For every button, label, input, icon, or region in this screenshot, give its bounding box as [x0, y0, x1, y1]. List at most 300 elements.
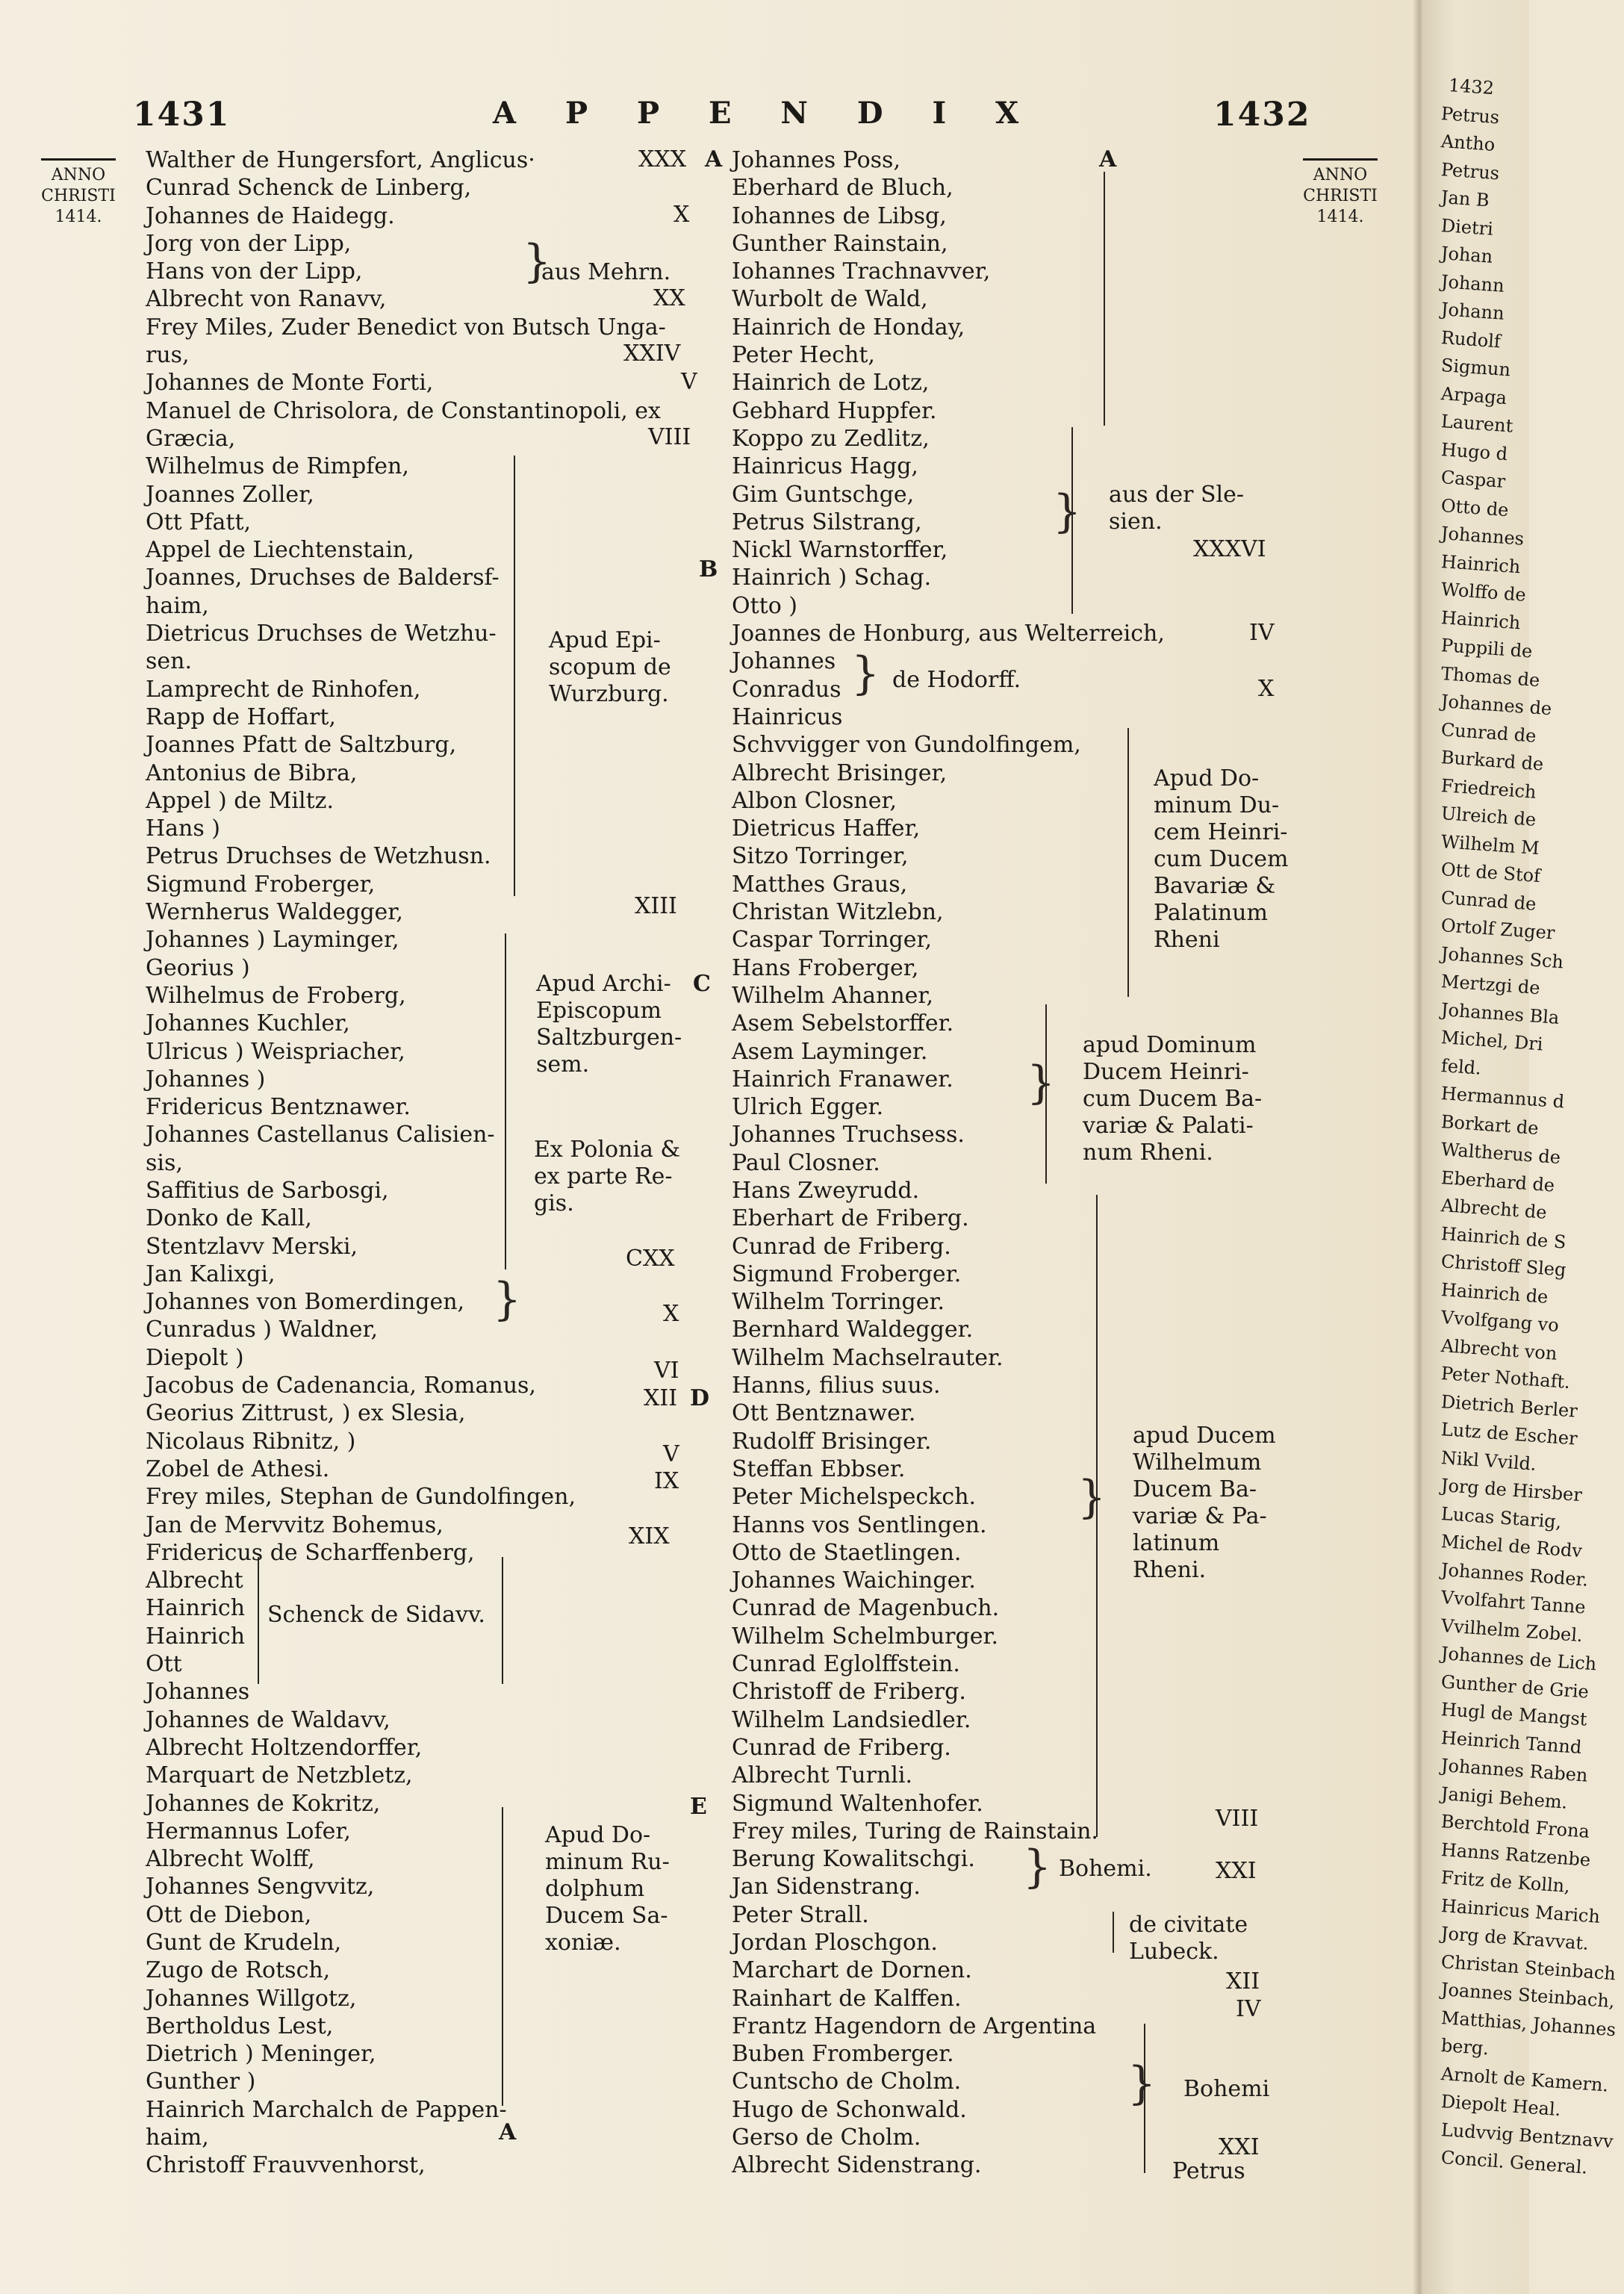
bracket-saxonia	[502, 1807, 503, 2106]
left-number: V	[681, 369, 697, 395]
adjacent-page-line: Gunther de Grie	[1440, 1670, 1590, 1703]
list-item: Fridericus Bentznawer.	[146, 1094, 411, 1121]
list-item: Paul Closner.	[732, 1149, 880, 1176]
left-number: XXIV	[623, 341, 681, 367]
christi-label: CHRISTI	[1303, 187, 1378, 205]
list-item: Georius Zittrust, ) ex Slesia,	[146, 1400, 466, 1427]
annotation-line: Episcopum	[536, 998, 662, 1024]
list-item: Jan Sidenstrang.	[732, 1874, 921, 1900]
list-item: Hans )	[146, 815, 221, 842]
adjacent-page-line: Dietrich Berler	[1440, 1390, 1578, 1422]
list-item: Johannes ) Layminger,	[146, 927, 399, 954]
adjacent-page-line: Vvilhelm Zobel.	[1440, 1614, 1584, 1646]
list-item: sen.	[146, 648, 193, 675]
list-item: Joannes de Honburg, aus Welterreich,	[732, 621, 1165, 647]
bracket-bavariae-1	[1127, 728, 1129, 997]
annotation-bavariae-dominum	[1083, 1032, 1262, 1166]
adjacent-page-line: Heinrich Tannd	[1440, 1726, 1583, 1758]
list-item: Cunrad Schenck de Linberg,	[146, 175, 472, 202]
list-item: Johannes Truchsess.	[732, 1122, 965, 1148]
list-item: Hanns vos Sentlingen.	[732, 1511, 987, 1538]
list-item: Albrecht Wolff,	[146, 1846, 315, 1873]
list-item: Johannes Castellanus Calisien-	[146, 1122, 495, 1148]
adjacent-page-line: Sigmun	[1440, 355, 1511, 381]
list-item: Berung Kowalitschgi.	[732, 1846, 975, 1873]
list-item: Wernherus Waldegger,	[146, 899, 403, 926]
center-mark: D	[690, 1385, 710, 1411]
list-item: Hugo de Schonwald.	[732, 2096, 967, 2123]
list-item: Petrus Silstrang,	[732, 509, 922, 535]
list-item: Johannes Willgotz,	[146, 1985, 357, 2012]
list-item: Rainhart de Kalffen.	[732, 1985, 962, 2012]
list-item: Wilhelm Landsiedler.	[732, 1706, 971, 1733]
adjacent-page-line: Petrus	[1440, 158, 1500, 184]
list-item: Cunradus ) Waldner,	[146, 1317, 379, 1343]
annotation-line: apud Dominum	[1083, 1032, 1257, 1058]
list-item: Gim Guntschge,	[732, 481, 915, 508]
adjacent-page-line: berg.	[1440, 2035, 1490, 2060]
annotation-line: Rheni.	[1133, 1557, 1207, 1583]
adjacent-page-line: Jorg de Hirsber	[1440, 1475, 1583, 1506]
adjacent-page-line: Ott de Stof	[1440, 859, 1541, 887]
annotation-wurzburg	[549, 627, 671, 708]
annotation-line: Wilhelmum	[1133, 1449, 1262, 1476]
list-item: Ulrich Egger.	[732, 1094, 884, 1121]
annotation-line: cem Heinri-	[1154, 819, 1288, 845]
list-item: Johannes Poss,	[732, 147, 900, 173]
list-item: Zugo de Rotsch,	[146, 1957, 331, 1984]
list-item: Johannes )	[146, 1066, 266, 1092]
adjacent-page-line: Arnolt de Kamern.	[1440, 2063, 1610, 2096]
list-item: Hainricus	[732, 703, 843, 730]
left-number: X	[663, 1301, 679, 1327]
left-number: VIII	[648, 424, 691, 450]
list-item: Gerso de Cholm.	[732, 2124, 921, 2151]
adjacent-page-line: Cunrad de	[1440, 718, 1537, 747]
adjacent-page-line: Hainricus Marich	[1440, 1894, 1601, 1927]
anno-christi-right	[1303, 158, 1378, 228]
list-item: Asem Sebelstorffer.	[732, 1010, 954, 1037]
list-item: haim,	[146, 2124, 209, 2151]
list-item: Cunrad de Friberg.	[732, 1233, 951, 1260]
annotation-slesien	[1109, 482, 1244, 535]
list-item: Johannes de Haidegg.	[146, 202, 395, 229]
list-item: Otto de Staetlingen.	[732, 1539, 962, 1566]
list-item: Ott Bentznawer.	[732, 1400, 916, 1427]
bracket-schenck-left	[258, 1557, 259, 1684]
annotation-hodorff: de Hodorff.	[892, 667, 1021, 693]
year-label: 1414.	[55, 208, 102, 226]
adjacent-page-line: Hugl de Mangst	[1440, 1699, 1588, 1730]
annotation-line: Saltzburgen-	[536, 1025, 682, 1051]
brace-lipp: }	[523, 235, 552, 287]
anno-label: ANNO	[51, 166, 106, 184]
annotation-line: Ducem Heinri-	[1083, 1059, 1249, 1085]
adjacent-page-line: Antho	[1440, 131, 1496, 155]
running-title: A P P E N D I X	[493, 96, 1039, 131]
list-item: Caspar Torringer,	[732, 927, 933, 954]
list-item: Hermannus Lofer,	[146, 1818, 351, 1844]
list-item: Christoff de Friberg.	[732, 1679, 966, 1706]
annotation-line: variæ & Palati-	[1083, 1113, 1254, 1139]
page-number-left: 1431	[133, 96, 231, 134]
adjacent-page-line: Vvolfahrt Tanne	[1440, 1587, 1587, 1618]
annotation-line: cum Ducem	[1154, 846, 1289, 872]
list-item: Jorg von der Lipp,	[146, 230, 352, 257]
center-mark: C	[693, 971, 711, 997]
annotation-line: ex parte Re-	[534, 1163, 673, 1190]
list-item: Zobel de Athesi.	[146, 1455, 330, 1482]
adjacent-page-line: Johannes de Lich	[1440, 1643, 1598, 1675]
list-item: Gunt de Krudeln,	[146, 1930, 342, 1956]
adjacent-page-line: Waltherus de	[1440, 1139, 1561, 1169]
brace-slesien: }	[1053, 485, 1082, 538]
right-number: XXXVI	[1193, 536, 1266, 562]
list-item: Cunrad de Magenbuch.	[732, 1595, 1000, 1622]
left-number: XXX	[638, 146, 687, 172]
brace-waldner: }	[493, 1273, 522, 1325]
list-item: Albrecht von Ranavv,	[146, 286, 387, 313]
center-mark: B	[699, 556, 718, 582]
annotation-line: minum Du-	[1154, 792, 1280, 818]
list-item: Schvvigger von Gundolfingem,	[732, 732, 1081, 759]
list-item: Hainrich Franawer.	[732, 1066, 953, 1092]
list-item: Antonius de Bibra,	[146, 759, 358, 786]
brace-bohemi: }	[1023, 1841, 1052, 1893]
annotation-line: Ducem Sa-	[545, 1903, 668, 1929]
list-item: Wurbolt de Wald,	[732, 286, 928, 313]
list-item: Hans Zweyrudd.	[732, 1177, 920, 1204]
adjacent-page-line: Mertzgi de	[1440, 971, 1541, 999]
adjacent-page-line: Ludvvig Bentznavv	[1440, 2119, 1614, 2152]
list-item: Eberhard de Bluch,	[732, 175, 953, 202]
list-item: Sigmund Froberger,	[146, 871, 376, 898]
adjacent-page-line: Concil. General.	[1440, 2147, 1588, 2178]
adjacent-page-line: Rudolf	[1440, 326, 1502, 352]
list-item: Jan de Mervvitz Bohemus,	[146, 1511, 444, 1538]
adjacent-page-line: Albrecht de	[1440, 1195, 1548, 1223]
bracket-schenck-right	[502, 1557, 503, 1684]
adjacent-page-line: feld.	[1440, 1054, 1482, 1079]
annotation-line: Apud Do-	[545, 1822, 651, 1848]
list-item: Johannes	[146, 1679, 250, 1706]
adjacent-page-line: Hainrich	[1440, 550, 1522, 577]
list-item: Appel ) de Miltz.	[146, 787, 334, 814]
adjacent-page-line: Eberhard de	[1440, 1166, 1555, 1196]
adjacent-page-line: Hainrich de	[1440, 1278, 1549, 1308]
bracket-wurzburg	[514, 456, 515, 896]
right-number: VIII	[1216, 1806, 1259, 1832]
list-item: Jacobus de Cadenancia, Romanus,	[146, 1373, 536, 1399]
adjacent-page-line: Hainrich de S	[1440, 1222, 1567, 1253]
annotation-bohemi-2: Bohemi	[1183, 2076, 1270, 2102]
christi-label: CHRISTI	[41, 187, 116, 205]
adjacent-page-line: Ortolf Zuger	[1440, 915, 1556, 944]
list-item: Joannes Pfatt de Saltzburg,	[146, 732, 457, 759]
adjacent-page-line: Johannes	[1440, 523, 1525, 550]
list-item: Dietrich ) Meninger,	[146, 2041, 376, 2068]
adjacent-page-line: Janigi Behem.	[1440, 1782, 1569, 1813]
list-item: Albrecht	[146, 1567, 243, 1594]
list-item: Joannes Zoller,	[146, 481, 314, 508]
annotation-line: dolphum	[545, 1876, 645, 1902]
annotation-line: Apud Archi-	[536, 971, 671, 997]
annotation-wilhelmum	[1133, 1423, 1276, 1584]
list-item: Sigmund Froberger.	[732, 1261, 962, 1287]
adjacent-page-line: Peter Nothaft.	[1440, 1363, 1571, 1393]
adjacent-page-line: Johan	[1440, 243, 1494, 267]
adjacent-page-line: Caspar	[1440, 467, 1506, 492]
list-item: Iohannes de Libsg,	[732, 202, 947, 229]
list-item: haim,	[146, 592, 209, 619]
adjacent-page-line: Albrecht von	[1440, 1334, 1558, 1364]
list-item: Fridericus de Scharffenberg,	[146, 1539, 475, 1566]
list-item: Johannes de Waldavv,	[146, 1706, 391, 1733]
brace-hodorff: }	[851, 647, 880, 700]
left-number: XIX	[629, 1523, 670, 1549]
adjacent-page-line: Hanns Ratzenbe	[1440, 1838, 1592, 1871]
list-item: Ott de Diebon,	[146, 1901, 312, 1928]
annotation-line: variæ & Pa-	[1133, 1503, 1267, 1529]
annotation-line: apud Ducem	[1133, 1423, 1276, 1449]
annotation-saltzburg	[536, 971, 682, 1078]
list-item: Jordan Ploschgon.	[732, 1930, 938, 1956]
list-item: Hanns, filius suus.	[732, 1373, 941, 1399]
list-item: Marchart de Dornen.	[732, 1957, 972, 1984]
adjacent-page-line: Burkard de	[1440, 747, 1545, 775]
list-item: Steffan Ebbser.	[732, 1455, 906, 1482]
list-item: Dietricus Druchses de Wetzhu-	[146, 621, 497, 647]
list-item: Johannes Kuchler,	[146, 1010, 350, 1037]
adjacent-page-line: Jorg de Kravvat.	[1440, 1923, 1590, 1954]
annotation-line: Bavariæ &	[1154, 873, 1276, 899]
adjacent-page-line: Wilhelm M	[1440, 830, 1540, 859]
adjacent-page-line: Johann	[1440, 299, 1505, 324]
annotation-line: minum Ru-	[545, 1849, 670, 1875]
adjacent-page-line: Michel, Dri	[1440, 1027, 1544, 1055]
adjacent-page-line: Johannes Roder.	[1440, 1558, 1589, 1591]
center-mark: A	[499, 2119, 517, 2145]
list-item: Conradus	[732, 676, 841, 703]
center-mark: E	[690, 1794, 707, 1820]
list-item: Koppo zu Zedlitz,	[732, 425, 930, 452]
list-item: Appel de Liechtenstain,	[146, 537, 414, 564]
list-item: Rudolff Brisinger.	[732, 1428, 932, 1455]
list-item: Johannes	[732, 648, 836, 675]
list-item: Donko de Kall,	[146, 1205, 312, 1232]
left-number: VI	[654, 1358, 679, 1384]
annotation-line: Wurzburg.	[549, 681, 669, 707]
list-item: Hainrich de Honday,	[732, 314, 965, 341]
anno-christi-left	[41, 158, 116, 228]
list-item: Wilhelm Machselrauter.	[732, 1344, 1004, 1371]
adjacent-page-line: Jan B	[1440, 187, 1490, 211]
list-item: Otto )	[732, 592, 798, 619]
left-number: V	[663, 1441, 679, 1467]
anno-label: ANNO	[1313, 166, 1368, 184]
list-item: Johannes de Monte Forti,	[146, 370, 434, 397]
adjacent-page-line: Lutz de Escher	[1440, 1419, 1578, 1449]
adjacent-page-line: Matthias, Johannes	[1440, 2007, 1617, 2040]
adjacent-page-line: Fritz de Kolln,	[1440, 1867, 1571, 1897]
list-item: Asem Layminger.	[732, 1038, 928, 1065]
list-item: Johannes Waichinger.	[732, 1567, 976, 1594]
list-item: Peter Hecht,	[732, 342, 875, 369]
list-item: Peter Strall.	[732, 1901, 869, 1928]
annotation-line: num Rheni.	[1083, 1140, 1213, 1166]
brace-wilhelmum: }	[1077, 1471, 1107, 1523]
list-item: Jan Kalixgi,	[146, 1261, 276, 1287]
list-item: Gunther )	[146, 2068, 256, 2095]
annotation-schenck: Schenck de Sidavv.	[267, 1602, 485, 1628]
list-item: Johannes von Bomerdingen,	[146, 1289, 465, 1316]
brace-bohemi-2: }	[1127, 2057, 1157, 2110]
list-item: Hans Froberger,	[732, 954, 919, 981]
list-item: Hans von der Lipp,	[146, 258, 363, 285]
list-item: Frey Miles, Zuder Benedict von Butsch Unga-	[146, 314, 666, 341]
list-item: Christoff Frauvvenhorst,	[146, 2152, 426, 2179]
adjacent-page-line: Dietri	[1440, 214, 1494, 240]
page-number-right: 1432	[1213, 96, 1311, 134]
adjacent-page-line: Johann	[1440, 270, 1505, 296]
annotation-line: Apud Do-	[1154, 765, 1260, 792]
list-item: Wilhelm Schelmburger.	[732, 1623, 999, 1650]
bracket-saltzburg	[505, 933, 506, 1269]
adjacent-page-line: Ulreich de	[1440, 803, 1537, 830]
adjacent-page-line: Puppili de	[1440, 635, 1534, 662]
adjacent-page-line: Joannes Steinbach,	[1440, 1979, 1616, 2012]
list-item: Frey miles, Stephan de Gundolfingen,	[146, 1484, 576, 1511]
list-item: Hainrich	[146, 1623, 246, 1650]
list-item: Rapp de Hoffart,	[146, 703, 336, 730]
bracket-lubeck	[1113, 1912, 1114, 1953]
list-item: Albrecht Holtzendorffer,	[146, 1734, 423, 1761]
list-item: Cunrad Eglolffstein.	[732, 1651, 960, 1678]
list-item: Hainrich de Lotz,	[732, 370, 930, 397]
list-item: Matthes Graus,	[732, 871, 908, 898]
adjacent-page-strip	[1422, 0, 1617, 2294]
list-item: Nickl Warnstorffer,	[732, 537, 948, 564]
adjacent-page-lines	[1440, 75, 1617, 2178]
adjacent-page-line: Hainrich	[1440, 606, 1522, 633]
list-item: sis,	[146, 1149, 183, 1176]
right-number: IV	[1236, 1996, 1261, 2022]
list-item: Albon Closner,	[732, 787, 897, 814]
list-item: Albrecht Brisinger,	[732, 759, 948, 786]
list-item: Hainrich Marchalch de Pappen-	[146, 2096, 507, 2123]
list-item: Johannes Sengvvitz,	[146, 1874, 375, 1900]
adjacent-page-line: Vvolfgang vo	[1440, 1307, 1560, 1336]
list-item: Bernhard Waldegger.	[732, 1317, 974, 1343]
annotation-line: de civitate	[1129, 1912, 1248, 1938]
list-item: Frantz Hagendorn de Argentina	[732, 2012, 1097, 2039]
right-number: XXI	[1219, 2134, 1260, 2160]
list-item: Ulricus ) Weispriacher,	[146, 1038, 405, 1065]
adjacent-page-line: Johannes Bla	[1440, 998, 1561, 1028]
list-item: Diepolt )	[146, 1344, 244, 1371]
left-number: XIII	[635, 893, 677, 919]
adjacent-page-line: Christan Steinbach	[1440, 1950, 1617, 1984]
right-number: IV	[1249, 620, 1275, 646]
list-item: Joannes, Druchses de Baldersf-	[146, 565, 500, 591]
list-item: Gunther Rainstain,	[732, 230, 948, 257]
left-number: XX	[653, 285, 685, 311]
list-item: Wilhelm Ahanner,	[732, 982, 933, 1009]
adjacent-page-line: Lucas Starig,	[1440, 1502, 1563, 1532]
bracket-poss-group	[1104, 172, 1105, 426]
annotation-line: cum Ducem Ba-	[1083, 1086, 1263, 1112]
annotation-line: aus der Sle-	[1109, 482, 1245, 508]
list-item: Walther de Hungersfort, Anglicus·	[146, 147, 535, 173]
annotation-line: xoniæ.	[545, 1930, 621, 1956]
list-item: Manuel de Chrisolora, de Constantinopoli, ex	[146, 397, 661, 424]
list-item: Buben Fromberger.	[732, 2041, 954, 2068]
annotation-line: Apud Epi-	[549, 627, 661, 653]
list-item: Georius )	[146, 954, 250, 981]
adjacent-page-line: Arpaga	[1440, 382, 1508, 408]
list-item: Hainrich ) Schag.	[732, 565, 932, 591]
list-item: Wilhelm Torringer.	[732, 1289, 945, 1316]
annotation-saxonia	[545, 1822, 670, 1956]
adjacent-page-line: Thomas de	[1440, 662, 1541, 691]
list-item: Johannes de Kokritz,	[146, 1790, 381, 1817]
list-item: Christan Witzlebn,	[732, 899, 944, 926]
list-item: Sitzo Torringer,	[732, 843, 909, 870]
list-item: Wilhelmus de Froberg,	[146, 982, 406, 1009]
list-item: Ott Pfatt,	[146, 509, 252, 535]
list-item: Petrus Druchses de Wetzhusn.	[146, 843, 491, 870]
annotation-line: Rheni	[1154, 927, 1220, 953]
adjacent-page-line: Nikl Vvild.	[1440, 1446, 1537, 1475]
adjacent-page-line: Otto de	[1440, 494, 1510, 520]
list-item: Sigmund Waltenhofer.	[732, 1790, 983, 1817]
adjacent-page-line: Cunrad de	[1440, 886, 1537, 915]
annotation-line: Lubeck.	[1129, 1939, 1219, 1965]
list-item: Gebhard Huppfer.	[732, 397, 937, 424]
annotation-line: sien.	[1109, 509, 1163, 535]
list-item: Lamprecht de Rinhofen,	[146, 676, 421, 703]
catchword-petrus: Petrus	[1172, 2158, 1245, 2184]
year-label: 1414.	[1316, 208, 1364, 226]
list-item: Græcia,	[146, 425, 236, 452]
adjacent-page-line: Michel de Rodv	[1440, 1531, 1583, 1562]
annotation-bavariae-heinricum	[1154, 765, 1288, 954]
list-item: Albrecht Sidenstrang.	[732, 2152, 982, 2179]
list-item: Frey miles, Turing de Rainstain.	[732, 1818, 1098, 1844]
adjacent-page-line: Johannes Sch	[1440, 942, 1564, 972]
list-item: Cuntscho de Cholm.	[732, 2068, 962, 2095]
annotation-line: scopum de	[549, 654, 671, 680]
right-number: XII	[1226, 1968, 1260, 1995]
adjacent-page-line: 1432	[1448, 75, 1495, 99]
list-item: Albrecht Turnli.	[732, 1762, 912, 1789]
left-number: XII	[644, 1385, 678, 1411]
list-item: Wilhelmus de Rimpfen,	[146, 453, 409, 480]
adjacent-page-line: Wolffo de	[1440, 579, 1527, 606]
annotation-line: gis.	[534, 1190, 574, 1216]
left-number: CXX	[626, 1246, 675, 1272]
annotation-line: sem.	[536, 1051, 590, 1078]
annotation-bohemi: Bohemi.	[1059, 1856, 1152, 1882]
annotation-line: Ex Polonia &	[534, 1137, 681, 1163]
adjacent-page-line: Hermannus d	[1440, 1083, 1565, 1113]
annotation-aus-mehrn: aus Mehrn.	[541, 259, 671, 285]
adjacent-page-line: Hugo d	[1440, 438, 1508, 464]
list-item: Marquart de Netzbletz,	[146, 1762, 413, 1789]
list-item: Peter Michelspeckch.	[732, 1484, 977, 1511]
list-item: Ott	[146, 1651, 182, 1678]
adjacent-page-line: Diepolt Heal.	[1440, 2091, 1562, 2121]
